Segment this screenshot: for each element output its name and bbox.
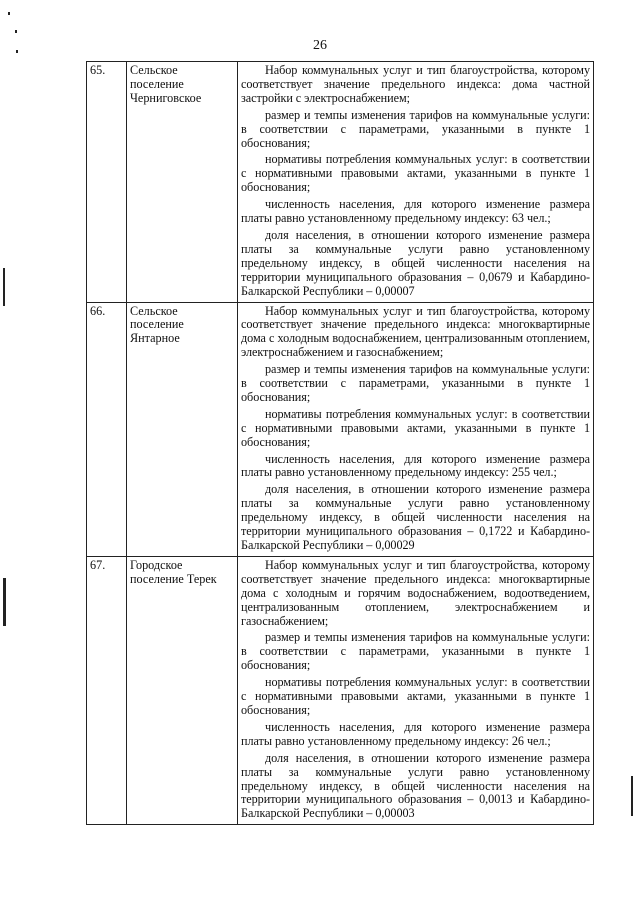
paragraph: доля населения, в отношении которого изменение размера платы за коммунальные услуги равно установленному предельному индексу, в общей численности населения на территории муниципального образования – 0,0013 и Кабардино-Балкарской Республики – 0,00003 — [241, 750, 590, 821]
row-description — [238, 62, 594, 303]
settlement-name: Сельское поселение Черниговское — [127, 62, 238, 303]
paragraph: нормативы потребления коммунальных услуг: в соответствии с нормативными правовыми актами, указанными в пункте 1 обоснования; — [241, 406, 590, 449]
paragraph: нормативы потребления коммунальных услуг: в соответствии с нормативными правовыми актами, указанными в пункте 1 обоснования; — [241, 675, 590, 717]
row-number: 67. — [87, 556, 127, 824]
paragraph: численность населения, для которого изменение размера платы равно установленному предельному индексу: 26 чел.; — [241, 719, 590, 748]
paragraph: Набор коммунальных услуг и тип благоустройства, которому соответствует значение предельного индекса: дома частной застройки с электроснабжением; — [241, 63, 590, 105]
row-description — [238, 556, 594, 824]
paragraph: доля населения, в отношении которого изменение размера платы за коммунальные услуги равно установленному предельному индексу, в общей численности населения на территории муниципального образования – 0,0679 и Кабардино-Балкарской Республики – 0,00007 — [241, 227, 590, 298]
table-row — [87, 62, 594, 303]
paragraph: Набор коммунальных услуг и тип благоустройства, которому соответствует значение предельного индекса: многоквартирные дома с холодным и горячим водоснабжением, водоотведением, централизованным отоплением, электроснабжением и газоснабжением; — [241, 557, 590, 628]
paragraph: размер и темпы изменения тарифов на коммунальные услуги: в соответствии с параметрами, указанными в пункте 1 обоснования; — [241, 630, 590, 673]
row-number: 65. — [87, 62, 127, 303]
paragraph: размер и темпы изменения тарифов на коммунальные услуги: в соответствии с параметрами, указанными в пункте 1 обоснования; — [241, 362, 590, 404]
scan-artifact — [3, 578, 6, 626]
paragraph: нормативы потребления коммунальных услуг: в соответствии с нормативными правовыми актами, указанными в пункте 1 обоснования; — [241, 152, 590, 195]
table-row — [87, 302, 594, 556]
settlements-table — [86, 61, 594, 825]
paragraph: Набор коммунальных услуг и тип благоустройства, которому соответствует значение предельного индекса: многоквартирные дома с холодным водоснабжением, централизованным отоплением, электроснабжением и газоснабжением; — [241, 303, 590, 360]
settlement-name: Сельское поселение Янтарное — [127, 302, 238, 556]
scan-artifact — [631, 776, 633, 816]
paragraph: доля населения, в отношении которого изменение размера платы за коммунальные услуги равно установленному предельному индексу, в общей численности населения на территории муниципального образования – 0,1722 и Кабардино-Балкарской Республики – 0,00029 — [241, 482, 590, 552]
paragraph: численность населения, для которого изменение размера платы равно установленному предельному индексу: 63 чел.; — [241, 197, 590, 226]
table-row — [87, 556, 594, 824]
paragraph: численность населения, для которого изменение размера платы равно установленному предельному индексу: 255 чел.; — [241, 451, 590, 480]
row-description — [238, 302, 594, 556]
settlement-name: Городское поселение Терек — [127, 556, 238, 824]
row-number: 66. — [87, 302, 127, 556]
page-number: 26 — [313, 38, 327, 53]
paragraph: размер и темпы изменения тарифов на коммунальные услуги: в соответствии с параметрами, указанными в пункте 1 обоснования; — [241, 107, 590, 150]
scan-artifact — [15, 30, 17, 33]
scan-artifact — [8, 12, 10, 15]
scan-artifact — [3, 268, 5, 306]
